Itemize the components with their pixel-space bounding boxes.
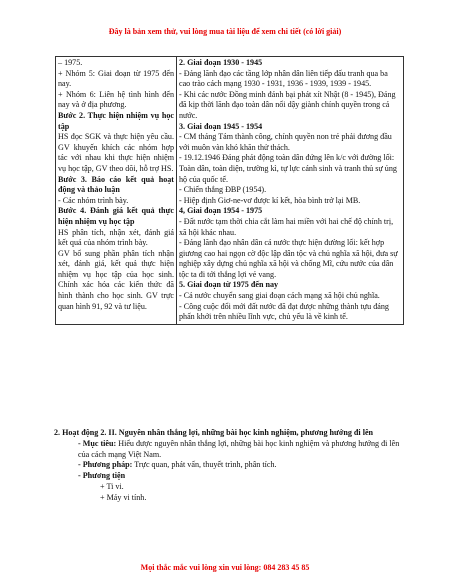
- right-line: - Hiệp định Giơ-ne-vơ được kí kết, hòa bình trở lại MB.: [179, 195, 361, 205]
- right-line: - Công cuộc đổi mới đất nước đã đạt được những thành tựu đáng phấn khởi trên nhiều lĩnh vực, chủ yếu là về kinh tế.: [179, 301, 389, 322]
- left-line: + Nhóm 6: Liên hệ tình hình đến nay và ở địa phương.: [58, 89, 174, 110]
- step-heading: Bước 3. Báo cáo kết quả hoạt động và thảo luận: [58, 174, 174, 195]
- period-heading: 2. Giai đoạn 1930 - 1945: [179, 58, 263, 67]
- lesson-table: [55, 56, 404, 325]
- right-line: - Chiến thắng ĐBP (1954).: [179, 185, 267, 195]
- right-line: - Cả nước chuyển sang giai đoạn cách mạng xã hội chủ nghĩa.: [179, 291, 380, 301]
- contact-banner: Mọi thắc mắc vui lòng xin vui lòng: 084 283 45 85: [140, 563, 310, 572]
- right-line: - CM tháng Tám thành công, chính quyền non trẻ phải đương đầu với muôn vàn khó khăn thử thách.: [179, 132, 392, 152]
- right-line: - Đất nước tạm thời chia cắt làm hai miền với hai chế độ chính trị, xã hội khác nhau.: [179, 216, 394, 237]
- method-line: [54, 460, 404, 471]
- method-label: - Phương pháp:: [78, 460, 133, 470]
- right-line: - Đảng lãnh đạo các tầng lớp nhân dân liên tiếp đấu tranh qua ba cao trào cách mạng 1930 - 1931, 1936 - 1939, 1939 - 1945.: [179, 68, 388, 89]
- objective-text: Hiểu được nguyên nhân thắng lợi, những bài học kinh nghiệm và phương hướng đi lên của cách mạng Việt Nam.: [78, 438, 400, 459]
- right-line: - 19.12.1946 Đảng phát động toàn dân đứng lên k/c với đường lối: Toàn dân, toàn diện, trường kì, tự lực cánh sinh và tranh thủ sự ủng hộ của quốc tế.: [179, 153, 397, 184]
- right-line: - Đảng lãnh đạo nhân dân cả nước thực hiện đường lối: kết hợp giương cao hai ngọn cờ độc lập dân tộc và chủ nghĩa xã hội, đưa sự nghiệp xây dựng chủ nghĩa xã hội và chống Mĩ, cứu nước của dân tộc ta đi tới thắng lợi vẻ vang.: [179, 238, 398, 279]
- activity-steps-column: [56, 57, 177, 325]
- period-heading: 5. Giai đoạn từ 1975 đến nay: [179, 280, 279, 290]
- left-line: HS phân tích, nhận xét, đánh giá kết quả của nhóm trình bày.: [58, 227, 174, 248]
- step-heading: Bước 4. Đánh giá kết quả thực hiện nhiệm vụ học tập: [58, 206, 174, 226]
- left-line: HS đọc SGK và thực hiện yêu cầu. GV khuyến khích các nhóm hợp tác với nhau khi thực hiện nhiệm vụ học tập, GV theo dõi, hỗ trợ HS.: [58, 132, 174, 173]
- period-heading: 3. Giai đoạn 1945 - 1954: [179, 121, 263, 131]
- means-item: + Máy vi tính.: [100, 492, 147, 502]
- method-text: Trực quan, phát vấn, thuyết trình, phân tích.: [132, 460, 277, 470]
- means-item: + Ti vi.: [100, 481, 124, 491]
- left-line: + Nhóm 5: Giai đoạn từ 1975 đến nay.: [58, 68, 174, 89]
- activity-heading: 2. Hoạt động 2. II. Nguyên nhân thắng lợi, những bài học kinh nghiệm, phương hướng đi lên: [54, 428, 374, 437]
- step-heading: Bước 2. Thực hiện nhiệm vụ học tập: [58, 110, 174, 131]
- period-heading: 4, Giai đoạn 1954 - 1975: [179, 206, 263, 216]
- activity-2-section: [54, 428, 404, 504]
- left-line: – 1975.: [58, 58, 83, 67]
- left-line: GV bổ sung phần phân tích nhận xét, đánh giá, kết quả thực hiện nhiệm vụ học tập của học sinh. Chính xác hóa các kiến thức đã hình thành cho học sinh. GV trực quan hình 91, 92 và tư liệu.: [58, 248, 174, 311]
- preview-banner: Đây là bản xem thử, vui lòng mua tài liệu để xem chi tiết (có lời giải): [108, 27, 342, 36]
- left-line: - Các nhóm trình bày.: [58, 195, 129, 205]
- right-line: - Khi các nước Đồng minh đánh bại phát xít Nhật (8 - 1945), Đảng đã kịp thời lãnh đạo toàn dân nổi dậy giành chính quyền trong cả nước.: [179, 89, 396, 120]
- objective-line: [54, 439, 404, 461]
- objective-label: - Mục tiêu:: [78, 438, 117, 448]
- content-column: [177, 57, 404, 325]
- means-label: - Phương tiện: [78, 471, 126, 481]
